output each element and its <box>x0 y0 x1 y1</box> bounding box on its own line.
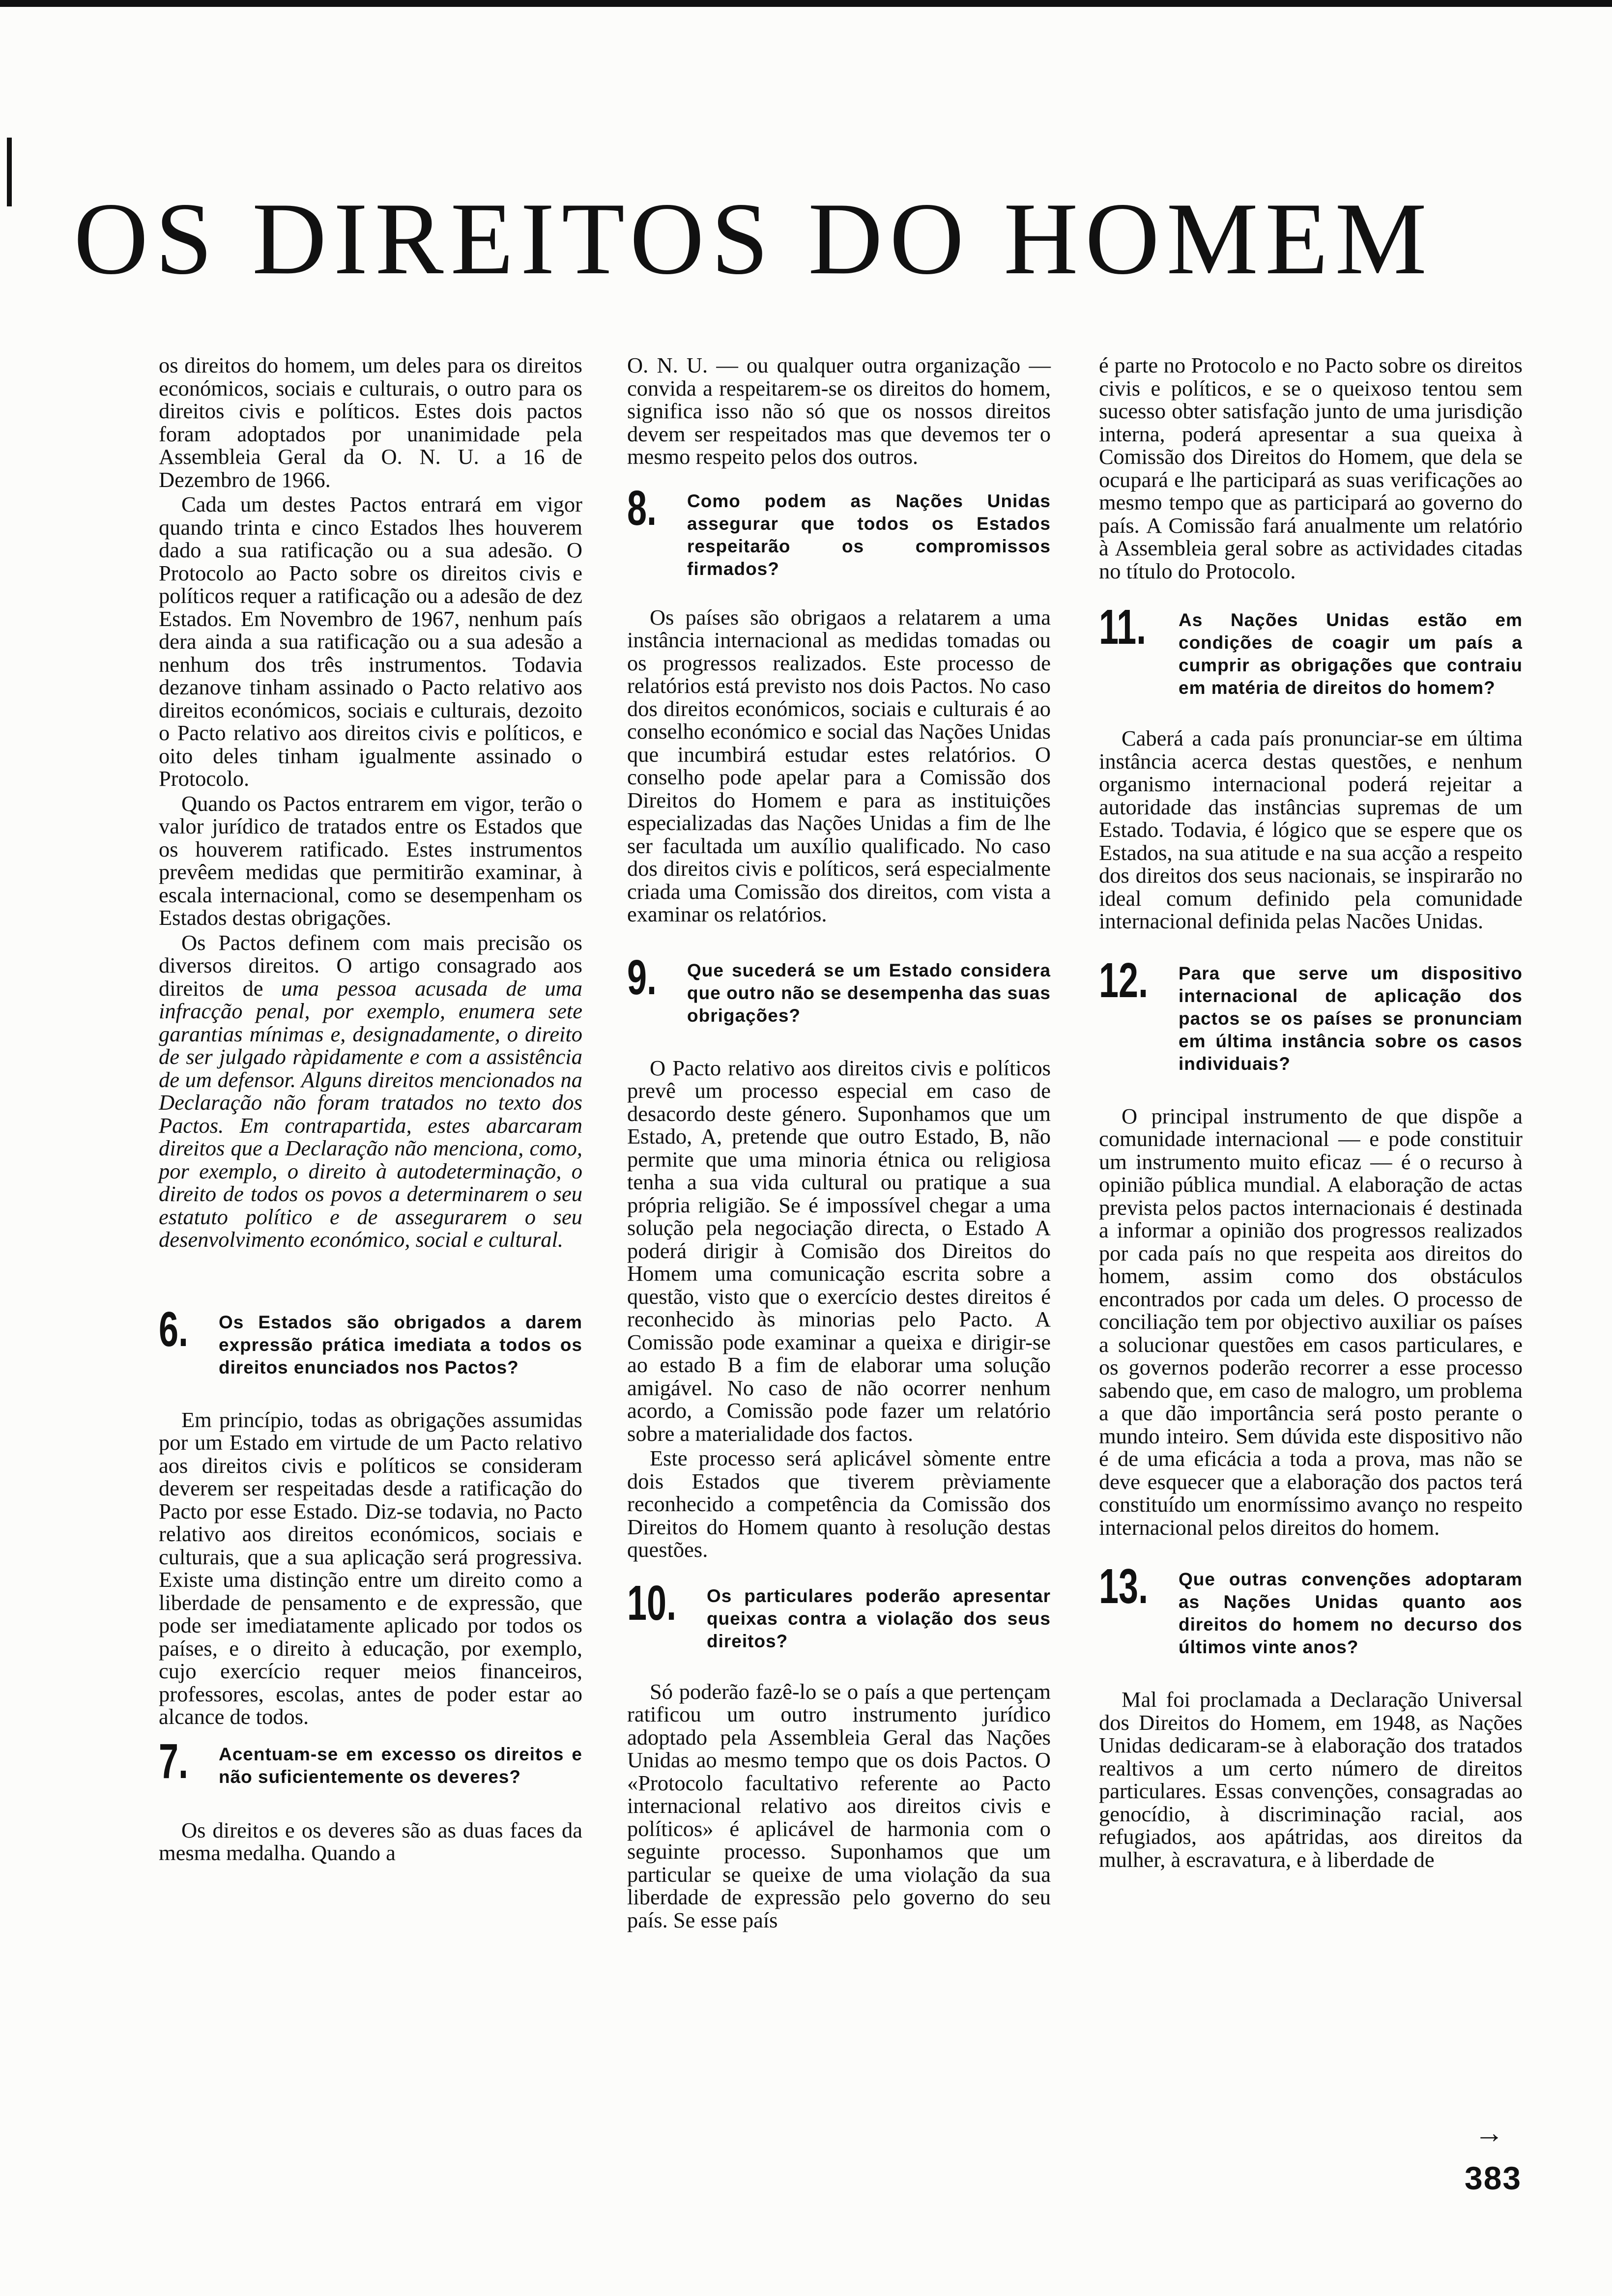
question-number: 11. <box>1099 600 1147 655</box>
question-heading: Que sucederá se um Estado considera que outro não se desempenha das suas obrigações? <box>687 960 1051 1026</box>
question-heading: Que outras convenções adoptaram as Nações Unidas quanto aos direitos do homem no decurso dos últimos vinte anos? <box>1179 1569 1523 1657</box>
question-11 <box>1099 600 1523 699</box>
question-12 <box>1099 952 1523 1075</box>
column-1 <box>159 354 582 1865</box>
answer-13: Mal foi proclamada a Declaração Universal dos Direitos do Homem, em 1948, as Nações Unidas dedicaram-se à elaboração dos tratados realtivos a um certo número de direitos particulares. Essas convenções, consagradas ao genocídio, à discriminação racial, aos refugiados, aos apátridas, aos direitos da mulher, à escravatura, e à liberdade de <box>1099 1687 1523 1872</box>
answer-6: Em princípio, todas as obrigações assumidas por um Estado em virtude de um Pacto relativo aos direitos civis e políticos se consideram deverem ser respeitadas desde a ratificação do Pacto por esse Estado. Diz-se todavia, no Pacto relativo aos direitos económicos, sociais e culturais, que a sua aplicação será progressiva. Existe uma distinção entre um direito como a liberdade de pensamento e de expressão, que pode ser imediatamente aplicado por todos os países, e o direito à educação, por exemplo, cujo exercício requer meios financeiros, professores, escolas, antes de poder estar ao alcance de todos. <box>159 1407 582 1729</box>
question-heading: Os particulares poderão apresentar queixas contra a violação dos seus direitos? <box>707 1585 1051 1651</box>
paragraph: os direitos do homem, um deles para os direitos económicos, sociais e culturais, o outro para os direitos civis e políticos. Estes dois pactos foram adoptados por unanimidade pela Assembleia Geral da O. N. U. a 16 de Dezembro de 1966. <box>159 353 582 492</box>
top-border-rule <box>0 0 1612 7</box>
answer-9-continued: Este processo será aplicável sòmente entre dois Estados que tiverem prèviamente reconhecido a competência da Comissão dos Direitos do Homem quanto à resolução destas questões. <box>627 1446 1051 1562</box>
question-number: 13. <box>1099 1559 1149 1614</box>
question-number: 7. <box>159 1733 189 1789</box>
left-margin-mark <box>7 138 12 206</box>
answer-8: Os países são obrigaos a relatarem a uma instância internacional as medidas tomadas ou os progressos realizados. Este processo de relatórios está previsto nos dois Pactos. No caso dos direitos económicos, sociais e culturais é ao conselho económico e social das Nações Unidas que incumbirá estudar estes relatórios. O conselho pode apelar para a Comissão dos Direitos do Homem e para as instituições especializadas das Nações Unidas a fim de lhe ser facultada um auxílio qualificado. No caso dos direitos civis e políticos, será especialmente criada uma Comissão dos direitos, com vista a examinar os relatórios. <box>627 604 1051 926</box>
question-7 <box>159 1733 582 1789</box>
page-number: 383 <box>1465 2160 1522 2196</box>
paragraph: Cada um destes Pactos entrará em vigor quando trinta e cinco Estados lhes houverem dado a sua ratificação ou a sua adesão. O Protocolo ao Pacto sobre os direitos civis e políticos requer a ratificação ou a adesão de dez Estados. Em Novembro de 1967, nenhum país dera ainda a sua ratificação ou a sua adesão a nenhum dos três instrumentos. Todavia dezanove tinham assinado o Pacto relativo aos direitos económicos, sociais e culturais, dezoito o Pacto relativo aos direitos civis e políticos, e oito deles tinham igualmente assinado o Protocolo. <box>159 492 582 791</box>
paragraph-text: Os Pactos definem com mais precisão os diversos direitos. O artigo consagrado aos direitos de <box>159 930 582 1001</box>
paragraph: é parte no Protocolo e no Pacto sobre os direitos civis e políticos, e se o queixoso tentou sem sucesso obter satisfação junto de uma jurisdição interna, poderá apresentar a sua queixa à Comissão dos Direitos do Homem, que dela se ocupará e lhe participará as suas verificações ao mesmo tempo que as participará ao governo do país. A Comissão fará anualmente um relatório à Assembleia geral sobre as actividades citadas no título do Protocolo. <box>1099 353 1523 583</box>
italic-passage: uma pessoa acusada de uma infracção penal, por exemplo, enumera sete garantias mínimas e, designadamente, o direito de ser julgado ràpidamente e com a assistência de um defensor. Alguns direitos mencionados na Declaração não foram tratados no texto dos Pactos. Em contrapartida, estes abarcaram direitos que a Declaração não menciona, como, por exemplo, o direito à autodeterminação, o direito de todos os povos a determinarem o seu estatuto político e de assegurarem o seu desenvolvimento económico, social e cultural. <box>159 976 583 1252</box>
column-2 <box>627 354 1051 1931</box>
question-number: 8. <box>627 480 657 536</box>
question-number: 9. <box>627 949 657 1005</box>
answer-9: O Pacto relativo aos direitos civis e políticos prevê um processo especial em caso de desacordo deste género. Suponhamos que um Estado, A, pretende que outro Estado, B, não permite que uma minoria étnica ou religiosa tenha a sua vida cultural ou pratique a sua própria religião. Se é impossível chegar a uma solução pela negociação directa, o Estado A poderá dirigir à Comisão dos Direitos do Homem uma comunicação escrita sobre a questão, visto que o exercício destes direitos é reconhecido às minorias pelo Pacto. A Comissão pode examinar a queixa e dirigir-se ao estado B a fim de elaborar uma solução amigável. No caso de não ocorrer nenhum acordo, a Comissão pode fazer um relatório sobre a materialidade dos factos. <box>627 1055 1051 1446</box>
answer-11: Caberá a cada país pronunciar-se em última instância acerca destas questões, e nenhum organismo internacional poderá rejeitar a autoridade das instâncias supremas de um Estado. Todavia, é lógico que se espere que os Estados, na sua atitude e na sua acção a respeito dos direitos dos seus nacionais, se inspirarão no ideal comum definido pela comunidade internacional definida pelas Nacões Unidas. <box>1099 726 1523 933</box>
answer-7: Os direitos e os deveres são as duas faces da mesma medalha. Quando a <box>159 1817 582 1865</box>
question-number: 10. <box>627 1575 677 1631</box>
question-10 <box>627 1575 1051 1653</box>
question-8 <box>627 480 1051 580</box>
question-heading: Como podem as Nações Unidas assegurar que todos os Estados respeitarão os compromissos firmados? <box>687 490 1051 579</box>
question-heading: Acentuam-se em excesso os direitos e não suficientemente os deveres? <box>219 1744 582 1787</box>
question-number: 12. <box>1099 952 1149 1008</box>
paragraph: Quando os Pactos entrarem em vigor, terão o valor jurídico de tratados entre os Estados que os houverem ratificado. Estes instrumentos prevêem medidas que permitirão examinar, à escala internacional, como se desempenham os Estados destas obrigações. <box>159 791 582 930</box>
paragraph: O. N. U. — ou qualquer outra organização — convida a respeitarem-se os direitos do homem, significa isso não só que os nossos direitos devem ser respeitados mas que devemos ter o mesmo respeito pelos dos outros. <box>627 353 1051 469</box>
column-3 <box>1099 354 1523 1871</box>
question-heading: Para que serve um dispositivo internacional de aplicação dos pactos se os países se pronunciam em última instância sobre os casos individuais? <box>1179 963 1523 1074</box>
question-heading: Os Estados são obrigados a darem expressão prática imediata a todos os direitos enunciados nos Pactos? <box>219 1312 582 1378</box>
question-13 <box>1099 1559 1523 1659</box>
question-6 <box>159 1301 582 1379</box>
question-number: 6. <box>159 1301 189 1357</box>
continue-arrow-icon: → <box>1474 2117 1504 2149</box>
question-heading: As Nações Unidas estão em condições de coagir um país a cumprir as obrigações que contraiu em matéria de direitos do homem? <box>1179 610 1523 698</box>
page-title: OS DIREITOS DO HOMEM <box>74 181 1434 296</box>
paragraph <box>159 931 582 1251</box>
question-9 <box>627 949 1051 1027</box>
answer-10: Só poderão fazê-lo se o país a que pertençam ratificou um outro instrumento jurídico adoptado pela Assembleia Geral das Nações Unidas ao mesmo tempo que os dois Pactos. O «Protocolo facultativo referente ao Pacto internacional relativo aos direitos civis e políticos» é aplicável de harmonia com o seguinte processo. Suponhamos que um particular se queixe de uma violação da sua liberdade de expressão pelo governo do seu país. Se esse país <box>627 1679 1051 1932</box>
answer-12: O principal instrumento de que dispõe a comunidade internacional — e pode constituir um instrumento muito eficaz — é o recurso à opinião pública mundial. A elaboração de actas prevista pelos pactos internacionais é destinada a informar a opinião dos progressos realizados por cada país no que respeita aos direitos do homem, assim como dos obstáculos encontrados por cada um deles. O processo de conciliação tem por objectivo auxiliar os países a solucionar questões em casos particulares, e os governos poderão recorrer a esse processo sabendo que, em caso de malogro, um problema a que dão importância será posto perante o mundo inteiro. Sem dúvida este dispositivo não é de uma eficácia a toda a prova, mas não se deve esquecer que a elaboração dos pactos terá constituído um enormíssimo avanço no respeito internacional pelos direitos do homem. <box>1099 1103 1523 1540</box>
